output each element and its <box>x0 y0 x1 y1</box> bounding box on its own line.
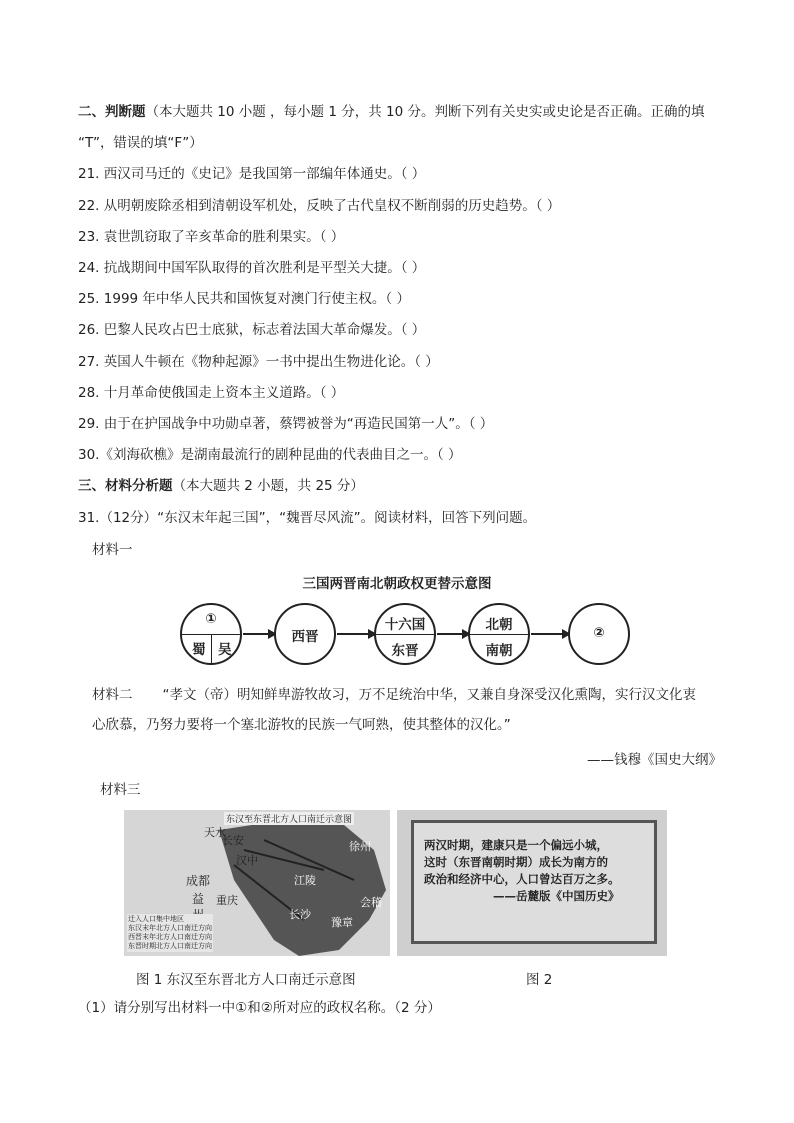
question-22: 22. 从明朝废除丞相到清朝设军机处，反映了古代皇权不断削弱的历史趋势。（ ） <box>78 198 561 214</box>
question-23: 23. 袁世凯窃取了辛亥革命的胜利果实。（ ） <box>78 229 345 245</box>
map-place: 汉中 <box>236 854 258 867</box>
regime-circle-5 <box>568 603 630 665</box>
arrow-2 <box>337 633 369 635</box>
arrow-1 <box>243 633 269 635</box>
circle-divider <box>211 634 212 663</box>
figure1-caption: 图 1 东汉至东晋北方人口南迁示意图 <box>136 972 356 988</box>
arrow-4 <box>531 633 563 635</box>
circle-divider <box>470 634 528 635</box>
question-21: 21. 西汉司马迁的《史记》是我国第一部编年体通史。（ ） <box>78 166 426 182</box>
diagram-title: 三国两晋南北朝政权更替示意图 <box>302 576 492 592</box>
map-title: 东汉至东晋北方人口南迁示意图 <box>224 812 354 825</box>
regime-5-blank: ② <box>593 625 605 641</box>
map-place: 益 <box>192 892 205 906</box>
material1-label: 材料一 <box>92 542 133 558</box>
question-30: 30.《刘海砍樵》是湖南最流行的剧种昆曲的代表曲目之一。（ ） <box>78 447 462 463</box>
figure2-line: 两汉时期，建康只是一个偏远小城， <box>424 838 608 852</box>
legend-item: 迁入人口集中地区 <box>128 915 184 923</box>
subquestion-1: （1）请分别写出材料一中①和②所对应的政权名称。（2 分） <box>78 1000 441 1016</box>
migration-map-image <box>124 810 390 956</box>
section3-intro: （本大题共 2 小题，共 25 分） <box>172 478 364 494</box>
figure2-frame <box>411 820 657 944</box>
section2-heading: 二、判断题 <box>78 104 146 120</box>
question-28: 28. 十月革命使俄国走上资本主义道路。（ ） <box>78 385 345 401</box>
legend-item: 东汉末年北方人口南迁方向 <box>128 924 212 932</box>
arrow-3 <box>437 633 463 635</box>
regime-western-jin: 西晋 <box>291 629 319 645</box>
legend-item: 东晋时期北方人口南迁方向 <box>128 942 212 950</box>
question-29: 29. 由于在护国战争中功勋卓著，蔡锷被誉为“再造民国第一人”。（ ） <box>78 416 494 432</box>
material3-label: 材料三 <box>100 782 141 798</box>
map-place: 天水 <box>204 826 226 839</box>
figure2-source: ——岳麓版《中国历史》 <box>493 889 620 903</box>
section2-intro-2: “T”，错误的填“F”） <box>78 135 203 151</box>
figure2-image <box>397 810 667 956</box>
map-place: 徐州 <box>349 840 371 853</box>
regime-circle-4 <box>468 603 530 665</box>
figure2-text <box>424 837 620 905</box>
regime-1-blank: ① <box>205 611 217 627</box>
map-place: 会稽 <box>360 896 382 909</box>
regime-circle-2 <box>274 603 336 665</box>
material2-label: 材料二 <box>92 687 133 703</box>
figure2-caption: 图 2 <box>526 972 553 988</box>
material2-line1 <box>92 680 732 710</box>
material2 <box>92 680 732 740</box>
section2-title <box>78 102 704 122</box>
regime-shu: 蜀 <box>192 642 206 658</box>
material2-source: ——钱穆《国史大纲》 <box>587 752 722 768</box>
circle-divider <box>376 634 434 635</box>
regime-sixteen-kingdoms: 十六国 <box>384 617 426 633</box>
map-place: 成都 <box>186 874 211 888</box>
map-place: 长沙 <box>289 908 311 921</box>
section3-heading: 三、材料分析题 <box>78 478 173 494</box>
map-place: 长安 <box>222 834 244 847</box>
map-place: 重庆 <box>216 894 238 907</box>
map-legend <box>127 914 213 952</box>
regime-wu: 吴 <box>218 642 232 658</box>
material2-text1: “孝文（帝）明知鲜卑游牧故习，万不足统治中华，又兼自身深受汉化熏陶，实行汉文化衷 <box>162 687 696 703</box>
regime-southern-dynasties: 南朝 <box>485 643 513 659</box>
legend-item: 西晋末年北方人口南迁方向 <box>128 933 212 941</box>
question-26: 26. 巴黎人民攻占巴士底狱，标志着法国大革命爆发。（ ） <box>78 322 426 338</box>
map-place: 豫章 <box>331 916 353 929</box>
regime-eastern-jin: 东晋 <box>391 643 419 659</box>
material2-text2: 心欣慕，乃努力要将一个塞北游牧的民族一气呵熟，使其整体的汉化。” <box>92 717 511 733</box>
question-25: 25. 1999 年中华人民共和国恢复对澳门行使主权。（ ） <box>78 291 410 307</box>
question-31: 31.（12分）“东汉末年起三国”，“魏晋尽风流”。阅读材料，回答下列问题。 <box>78 510 537 526</box>
question-24: 24. 抗战期间中国军队取得的首次胜利是平型关大捷。（ ） <box>78 260 426 276</box>
section3-title <box>78 476 364 496</box>
section2-intro: （本大题共 10 小题 ，每小题 1 分，共 10 分。判断下列有关史实或史论是否正确。正确的填 <box>145 104 705 120</box>
regime-circle-3 <box>374 603 436 665</box>
figure2-line: 这时（东晋南朝时期）成长为南方的 <box>424 855 608 869</box>
question-27: 27. 英国人牛顿在《物种起源》一书中提出生物进化论。（ ） <box>78 354 439 370</box>
regime-northern-dynasties: 北朝 <box>485 617 513 633</box>
figure2-line: 政治和经济中心，人口曾达百万之多。 <box>424 872 620 886</box>
regime-circle-1 <box>180 603 242 665</box>
map-place: 江陵 <box>294 874 316 887</box>
